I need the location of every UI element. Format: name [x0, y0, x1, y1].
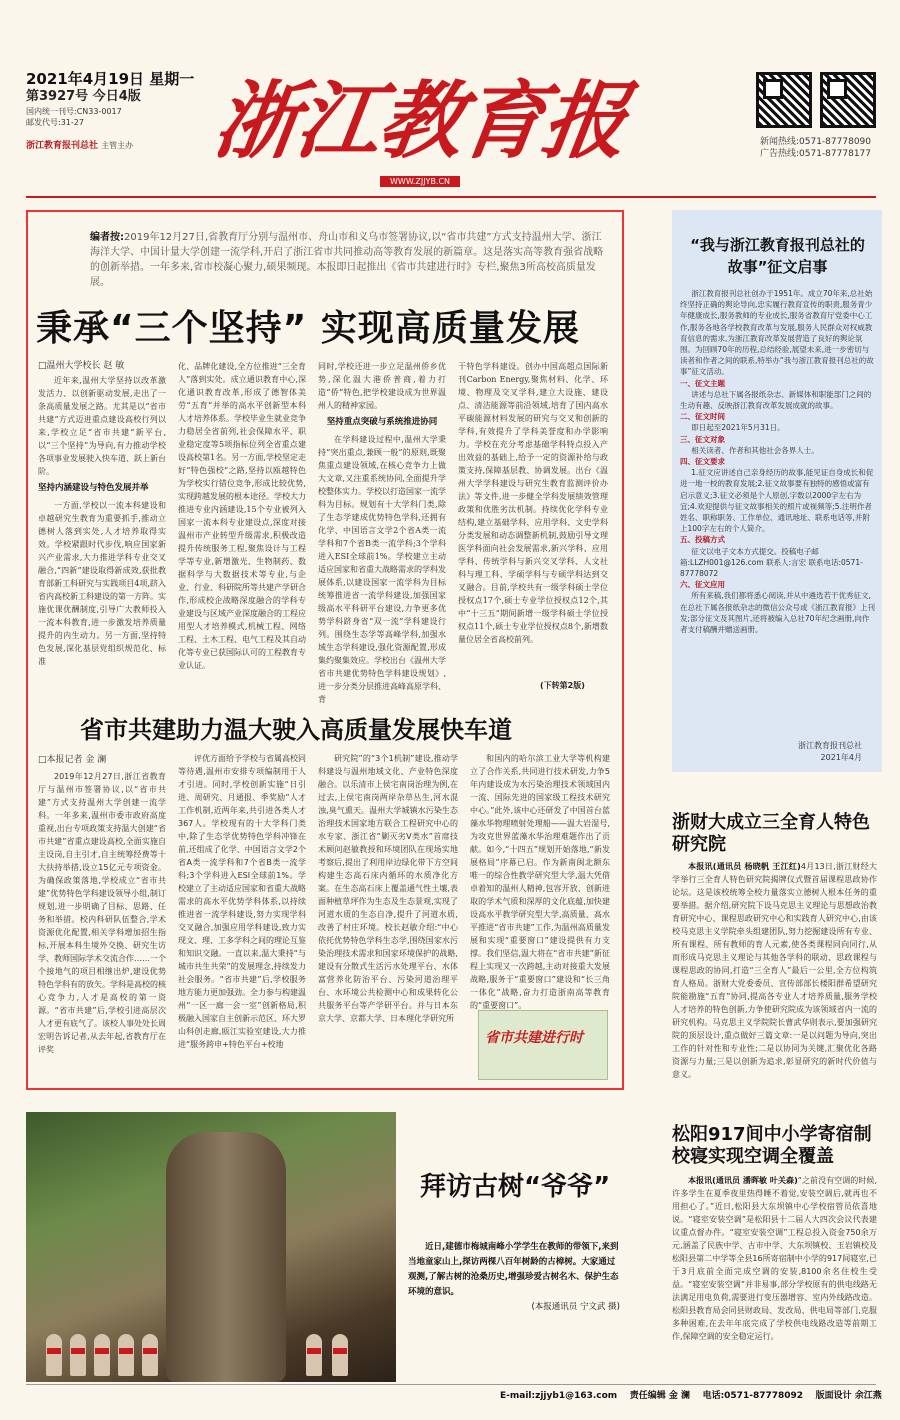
- editor-note-label: 编者按:: [90, 232, 124, 243]
- photo-caption-text: 近日,建德市梅城南峰小学学生在教师的带领下,来到当地童家山上,探访两棵八百年树龄的古樟树。大家通过观测,了解古树的沧桑历史,增强珍爱古树名木、保护生态环境的意识。: [408, 1242, 619, 1297]
- second-col2-text: 评优方面给予学校与省属高校同等待遇,温州市安排专项编制用于人才引进。同时,学校创新实施“日引进、周研究、月通报、季奖励”人才工作机制,近两年来,共引进各类人才367人。学校现有的十大学科门类中,除了生态学优势特色学科冲锋在前,还组成了化学、中国语言文学2个省A类一流学科和7个省B类一流学科;3个学科进入ESI全球前1%。学校建立了主动适应国家和省重大战略需求的高水平优势学科体系,以持续推进省一流学科建设,努力实现学科交叉融合,加强应用学科建设,致力实现文、理、工多学科之间的理论互鉴和知识交融。一直以来,温大秉持“与城市共生共荣”的发展理念,持续发力社会服务。“省市共建”后,学校服务地方能力更加强劲。全力参与构建温州“一区一廊一会一室”创新格局,积极融入国家自主创新示范区、环大罗山科创走廊,瓯江实验室建设,大力推进“服务跨申+特色平台+校地: [178, 754, 306, 1049]
- essay-notice-body: [680, 288, 876, 635]
- hotlines: [760, 136, 871, 160]
- student-figure: [306, 1334, 322, 1376]
- second-col3-text: 研究院”的“3个1机制”建设,推动学科建设与温州地域文化、产业特色深度融合。以乐清市上侯宅南岗治理为例,在过去,上侯宅南岗两岸杂草丛生,河水混浊,臭气熏天。温州大学城镇水污染生态治理技术国家地方联合工程研究中心的水专家、浙江省“剿灭劣Ⅴ类水”首席技术顾问赵敏教授和环境团队在现场实地考察后,提出了利用岸边绿化带下方空间构建生态高石床内循环的水质净化方案。在生态高石床上覆盖通气性土壤,表面种植草坪作为生态及生态景观,实现了河道水质的生态自净,提升了河道水质,改善了村庄环境。校长赵敏介绍:“中心依托优势特色学科生态学,围绕国家水污染治理技术需求和国家环境保护的战略,建设有分散式生活污水处理平台、水体富营养化防治平台、污染河道治理平台、水环境公共检测中心和成果转化公共服务平台等产学研平台。并与日本东京大学、京都大学、日本理化学研究所: [318, 754, 458, 1023]
- student-figure: [332, 1334, 348, 1376]
- editor-note-text: 2019年12月27日,省教育厅分别与温州市、舟山市和义乌市签署协议,以“省市共建”方式支持温州大学、浙江海洋大学、中国计量大学创建一流学科,开启了浙江省市共同推动高等教育发展的新篇章。这是落实高等教育强省战略的创新举措。一年多来,省市校凝心聚力,硕果频现。本报即日起推出《省市共建进行时》专栏,聚焦3所高校高质量发展。: [90, 232, 604, 288]
- publisher-name: 浙江教育报刊总社: [26, 141, 99, 151]
- post-code: 邮发代号:31-27: [26, 118, 84, 127]
- second-byline: □本报记者 金 澜: [38, 755, 107, 765]
- footer-designer: 版面设计 余江燕: [815, 1391, 882, 1401]
- lead-col3-text: 同时,学校还进一步立足温州侨乡优势,深化温大港侨普商,着力打造“侨”特色,把学校建设成为世界温州人的精神家园。: [318, 362, 446, 410]
- lead-column-4: [458, 360, 608, 678]
- right2-headline[interactable]: 松阳917间中小学寄宿制校寝实现空调全覆盖: [672, 1124, 872, 1167]
- notice-section-text: 1.征文应讲述自己亲身经历的故事,能见证自身成长和促进一地一校的教育发展;2.征文故事要有独特的感悟或富有启示意义;3.征文必须是个人原创,字数以2000字左右为宜;4.欢迎提供与征文故事相关的照片或视频等;5.注明作者姓名、职称职务、工作单位、通讯地址、联系电话等,并附上100字左右的个人简介。: [680, 468, 874, 534]
- lead-subhead-1: 坚持内涵建设与特色发展并举: [38, 483, 149, 493]
- news-hotline: 新闻热线:0571-87778090: [760, 137, 871, 147]
- essay-notice-title[interactable]: “我与浙江教育报刊总社的故事”征文启事: [690, 236, 865, 276]
- notice-section-heading: 五、投稿方式: [680, 535, 725, 545]
- issue-number: 第3927号 今日4版: [26, 89, 141, 104]
- second-column-4: [470, 752, 610, 1010]
- newspaper-logo: 浙江教育报: [208, 71, 633, 170]
- lead-col4-text: 干特色学科建设。创办中国高超点国际新刊Carbon Energy,聚焦材料、化学、环境、物理及交叉学科,建立大设施、建设点、清洁能源等前沿领域,培育了国内高水平碳能源材料发展的研究与交叉和创新的学科,有效提升了学科美誉度和办学影响力。学校在充分考虑基础学科特点投入产出效益的基础上,给予一定的资源补给与政策支持,保障基层教、协调发展。出台《温州大学学科建设与研究生教育监测评价办法》等文件,进一步健全学科发展绩效管理政策和优胜劣汰机制。持续优化学科专业结构,建立基础学科、应用学科、文史学科分类发展和动态调整新机制,鼓励引导文理医学科面向社会发展需求,新兴学科、应用学科、传统学科与新兴交叉学科、人文社科与理工科、学硕学科与专硕学科达到交叉融合。目前,学校共有一级学科硕士学位授权点17个,硕士专业学位授权点12个,其中“十三五”期间新增一级学科硕士学位授权点11个,硕士专业学位授权点8个,新增数量位居全省高校前列。: [458, 362, 608, 644]
- lead-column-2: [178, 360, 306, 692]
- footer-phone: 电话:0571-87778092: [702, 1391, 804, 1401]
- footer-divider: [26, 1384, 876, 1385]
- lead-col1-text: 近年来,温州大学坚持以改革激发活力、以创新驱动发展,走出了一条高质量发展之路。尤其是以“省市共建”方式迈进重点建设高校行列以来,学校立足“省市共建”新平台,以“三个坚持”为导向,有力推动学校各项事业发展驶入快车道、跃上新台阶。: [38, 376, 166, 476]
- lead-byline: □温州大学校长 赵 敏: [38, 361, 125, 371]
- notice-section-heading: 一、征文主题: [680, 378, 725, 388]
- notice-section-heading: 二、征文时间: [680, 412, 725, 422]
- lead-col3b-text: 在学科建设过程中,温州大学秉持“突出重点,兼顾一般”的原则,既聚焦重点建设领域,在核心竞争力上做大文章,又注重系统协同,全面提升学校整体实力。学校以打造国家一流学科为目标。规划有十大学科门类,除了生态学建成优势特色学科,还拥有化学、中国语言文学2个省A类一流学科和7个省B类一流学科;3个学科进入ESI全球前1%。学校建立主动适应国家和省重大战略需求的学科发展体系,以建设国家一流学科为目标统筹推进省一流学科建设,加强国家级高水平科研平台建设,力争更多优势学科跻身省“双一流”学科建设行列。围绕生态学等高峰学科,加强水域生态学科建设,强化资源配置,形成集约聚集效应。学校出台《温州大学省市共建优势特色学科建设规划》,进一步分类分层推进高峰高原学科、背: [318, 435, 446, 704]
- notice-section-text: 征文以电子文本方式提交。投稿电子邮箱:LLZH001@126.com 联系人:言宏 联系电话:0571-87778072: [680, 546, 863, 579]
- photo-credit: (本报通讯员 宁文武 摄): [531, 1302, 620, 1312]
- student-figure: [46, 1334, 62, 1376]
- notice-section-text: 相关读者、作者和其他社会各界人士。: [691, 445, 819, 455]
- issue-date: 2021年4月19日 星期一: [26, 70, 195, 88]
- website-url[interactable]: WWW.ZJJYB.CN: [380, 176, 460, 187]
- second-column-1: [38, 770, 166, 1082]
- student-figure: [94, 1334, 110, 1376]
- qr-code-icon[interactable]: [756, 72, 812, 128]
- lead-headline[interactable]: 秉承“三个坚持” 实现高质量发展: [36, 308, 580, 349]
- footer-email[interactable]: E-mail:zjjyb1@163.com: [500, 1391, 618, 1401]
- right1-lead: 本报讯(通讯员 杨晓帆 王江红): [688, 862, 801, 871]
- tree-photo[interactable]: [26, 1112, 396, 1382]
- publisher: [26, 138, 216, 151]
- header-divider: [26, 196, 876, 198]
- notice-section-heading: 四、征文要求: [680, 457, 725, 467]
- second-col4-text: 和国内的哈尔滨工业大学等机构建立了合作关系,共同进行技术研发,力争5年内建设成为水污染治理技术领域国内一流、国际先进的国家级工程技术研究中心。”此外,该中心还研发了中国首台蓝藻水华物理喷射处理船——温大岩湿号,为攻克世界蓝藻水华治理难题作出了贡献。如今,“十四五”规划开始落地,“新发展格局”序幕已启。作为新南闽北额东唯一的综合性教学研究型大学,温大凭借卓着知的温州人精神,包容开放、创新进取的学术气质和深厚的文化底蕴,加快建设高水平教学研究型大学,高质量、高水平推进“省市共建”工作,为温州高质量发展和实现“重要窗口”建设提供有力支撑。我们坚信,温大将在“省市共建”新征程上实现又一次跨越,主动对接重大发展战略,服务于“重要窗口”建设和“长三角一体化”战略,奋力打造浙南高等教育的“重要窗口”。: [470, 754, 610, 1010]
- column-stamp-text: 省市共建进行时: [485, 1030, 583, 1046]
- footer-editor: 责任编辑 金 澜: [629, 1391, 691, 1401]
- ancient-tree: [166, 1132, 286, 1382]
- right2-lead: 本报讯(通讯员 潘晖敏 叶关森): [688, 1176, 798, 1185]
- right1-text: 4月13日,浙江财经大学举行三全育人特色研究院揭牌仪式暨首届课程思政协作论坛。这是该校统筹全校力量落实立德树人根本任务的重要举措。据介绍,研究院下设马克思主义理论与思想政治教育研究中心、课程思政研究中心和实践育人研究中心,由该校马克思主义学院牵头组建团队,努力挖掘建设所有专业、所有课程、所有教师的育人元素,使各类课程同向同行,从而形成马克思主义理论与其他各学科的联动、思政课程与课程思政的协同,打造“三全育人”最后一公里,全方位构筑育人格局。浙财大党委委员、宣传部部长楼阳群希望研究院能勘施“五育”协同,提高各专业人才培养质量,服务学校人才培养的特色创新,力争使研究院成为该领域省内一流的研究机构。马克思主义学院院长曹武华则表示,要加强研究院的顶层设计,重点做好三篇文章:一是以问题为导向,突出工作的针对性和专业性;二是以协同为关键,汇聚优化各路资源与力量;三是以创新为追求,彰显研究的新时代价值与意义。: [672, 862, 878, 1079]
- photo-caption: [408, 1240, 620, 1315]
- right1-headline[interactable]: 浙财大成立三全育人特色研究院: [672, 812, 870, 855]
- footer-info: [500, 1388, 882, 1401]
- column-stamp: [478, 1010, 608, 1080]
- lead-col2-text: 化、品牌化建设,全方位推进“三全育人”落到实处。成立通识教育中心,深化通识教育改革,形成了德智体美劳“五育”并举的高水平创新型本科人才培养体系。学校毕业生就业竞争力稳居全省前列,社会保障水平、职业稳定度等5项指标位列全省重点建设高校第1名。另一方面,学校坚定走好“特色强校”之路,坚持以瓯越特色为学校实行错位竞争,形成比较优势,实现跨越发展的根本途径。学校大力推进专业内涵建设,15个专业被列入国家一流本科专业建设点,深度对接温州市产业转型升级需求,积极改造提升传统服务工程,聚焦设计与工程学等专业,新增激光、生物制药、数据科学与大数据技术等专业,与企业、行业、科研院所等共建产学研合作,形成校企战略深度融合的学科专业建设与区域产业深度融合的工程应用型人才培养模式,机械工程、网络工程、土木工程、电气工程及其自动化等专业已获国际认可的工程教育专业认证。: [178, 362, 306, 670]
- notice-signature-date: 2021年4月: [820, 753, 862, 762]
- lead-col1b-text: 一方面,学校以一流本科建设和卓越研究生教育为重要抓手,推动立德树人落到实处,人才培养取得实效。学校紧跟时代步伐,响应国家新兴产业需求,大力推进学科专业交叉融合,“四新”建设取得新成效,获批教育部新工科研究与实践项目4项,跻入省内高校新工科建设的第一方阵。实施优课优酬制度,引导广大教师投入一流本科教育,进一步激发培养质量提升的内生动力。另一方面,坚持特色发展,深化基层党组织规范化、标准: [38, 501, 166, 666]
- notice-section-heading: 六、征文应用: [680, 580, 725, 590]
- right2-text: “之前没有空调的时候,许多学生在夏季夜里热得睡不着觉,安装空调后,就再也不用担心了。”近日,松阳县大东坝镇中心学校宿管员依喜地说。“寝室安装空调”是松阳县十二届人大四次会议代表建议重点督办件。“寝室安装空调”工程总投入资金750余万元,涵盖了民族中学、古市中学、大东坝镇校、玉岩镇校及松阳县第二中学等全县16所寄宿制中小学的917间寝室,已于3月底前全面完成空调的安装,8100余名住校生受益。“寝室安装空调”并非易事,部分学校原有的供电线路无法满足用电负荷,需要进行变压器增容、室内外线路改造。松阳县教育局会同县财政局、发改局、供电局等部门,克服多种困难,在去年年底完成了学校供电线路改造等前期工作,保障空调的安全稳定运行。: [672, 1176, 878, 1341]
- notice-signature: [680, 740, 862, 764]
- lead-column-3: [318, 360, 446, 704]
- second-column-2: [178, 752, 306, 1082]
- second-column-3: [318, 752, 458, 1082]
- qr-code-icon[interactable]: [820, 72, 876, 128]
- editor-note: [90, 230, 610, 290]
- cn-number: 国内统一刊号:CN33-0017: [26, 107, 122, 116]
- second-headline[interactable]: 省市共建助力温大驶入高质量发展快车道: [80, 716, 512, 744]
- publisher-role: 主管主办: [101, 141, 134, 150]
- student-figure: [118, 1334, 134, 1376]
- notice-section-text: 即日起至2021年5月31日。: [691, 423, 785, 433]
- notice-intro: 浙江教育报刊总社创办于1951年。成立70年来,总社始终坚持正确的舆论导向,忠实履行教育宣传的职责,服务青少年健康成长,服务教师的专业成长,服务省教育厅党委中心工作,服务各地各学校教育改革与发展,服务人民群众对权威教育信息的需求,为浙江教育改革发展营造了良好的舆论氛围。为回顾70年的历程,总结经验,展望未来,进一步密切与读者和作者之间的联系,特举办“我与浙江教育报刊总社的故事”征文活动。: [680, 289, 874, 377]
- right2-body: [672, 1174, 877, 1380]
- photo-headline[interactable]: 拜访古树“爷爷”: [420, 1172, 611, 1202]
- continue-note[interactable]: (下转第2版): [540, 681, 585, 690]
- notice-section-text: 所有来稿,我们都将悉心阅读,并从中遴选若干优秀征文,在总社下属各报纸杂志的微信公众号或《浙江教育报》上刊发;部分征文及其图片,还将被编入总社70年纪念画册,向作者支付稿酬并赠送画册。: [680, 591, 875, 635]
- second-col1-text: 2019年12月27日,浙江省教育厅与温州市签署协议,以“省市共建”方式支持温州大学创建一流学科。一年多来,温州市委市政府高度重视,出台专项政策支持温大创建“省市共建”省重点建设高校,全面实施自主设岗,自主引才,自主统筹经费等十大扶持举措,设立15亿元专项资金。为确保政策落地,学校成立“省市共建”优势特色学科建设领导小组,制订规划,进一步明确了目标、思路、任务和举措。校内科研队伍整合,学术资源优化配置,相关学科增加招生指标,开展本科生境外交换、研究生访学、教师国际学术交流合作……一个个接地气的项目相继出炉,建设优势特色学科有的放矢。学科是高校的核心竞争力,人才是高校的第一资源。“省市共建”后,学校引进高层次人才更有底气了。该校人事处处长周宏明告诉记者,从去年起,省教育厅在评奖: [38, 772, 166, 1054]
- student-figure: [142, 1334, 158, 1376]
- notice-section-heading: 三、征文对象: [680, 434, 725, 444]
- notice-signature-org: 浙江教育报刊总社: [798, 741, 862, 750]
- masthead-info: [26, 70, 216, 151]
- lead-subhead-2: 坚持重点突破与系统推进协同: [326, 417, 438, 427]
- student-figure: [70, 1334, 86, 1376]
- lead-column-1: [38, 374, 166, 692]
- notice-section-text: 讲述与总社下属各报纸杂志、新媒体和职能部门之间的生动有趣、反映浙江教育改革发展成就的故事。: [680, 389, 872, 411]
- right1-body: [672, 860, 877, 1108]
- ad-hotline: 广告热线:0571-87778177: [760, 149, 871, 159]
